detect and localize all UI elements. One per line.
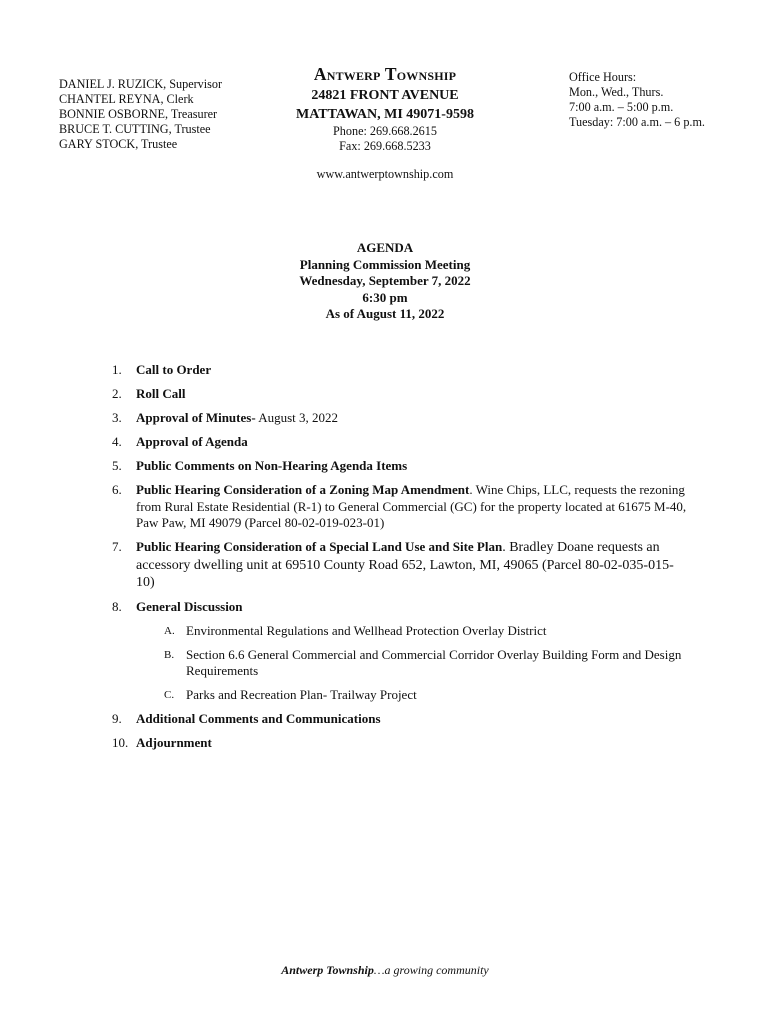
footer-tagline bbox=[0, 963, 770, 978]
address-city: MATTAWAN, MI 49071-9598 bbox=[296, 107, 474, 122]
office-hours-line: Mon., Wed., Thurs. bbox=[569, 85, 664, 99]
item-number: 4. bbox=[112, 434, 122, 449]
fax-number: Fax: 269.668.5233 bbox=[339, 139, 431, 153]
meeting-date: Wednesday, September 7, 2022 bbox=[299, 273, 471, 288]
agenda-heading bbox=[235, 240, 535, 323]
meeting-time: 6:30 pm bbox=[362, 289, 408, 305]
footer-township: Antwerp Township bbox=[281, 963, 374, 977]
office-hours bbox=[569, 70, 705, 130]
sub-item-letter: A. bbox=[164, 624, 175, 637]
official-name: BRUCE T. CUTTING, Trustee bbox=[59, 122, 211, 136]
item-number: 1. bbox=[112, 362, 122, 377]
address-street: 24821 FRONT AVENUE bbox=[311, 88, 459, 103]
office-hours-line: 7:00 a.m. – 5:00 p.m. bbox=[569, 100, 674, 114]
sub-item-text: Parks and Recreation Plan- Trailway Project bbox=[186, 687, 417, 702]
office-hours-line: Tuesday: 7:00 a.m. – 6 p.m. bbox=[569, 115, 705, 129]
item-number: 7. bbox=[112, 539, 122, 554]
sub-item bbox=[164, 647, 692, 680]
item-title: Additional Comments and Communications bbox=[136, 711, 381, 726]
township-name: Antwerp Township bbox=[313, 64, 457, 84]
website: www.antwerptownship.com bbox=[316, 167, 454, 181]
official-name: DANIEL J. RUZICK, Supervisor bbox=[59, 77, 223, 91]
item-detail: August 3, 2022 bbox=[255, 410, 338, 425]
item-number: 9. bbox=[112, 711, 122, 726]
as-of-date: As of August 11, 2022 bbox=[325, 306, 445, 321]
item-title: Approval of Agenda bbox=[136, 434, 248, 449]
agenda-item bbox=[112, 711, 692, 728]
agenda-item bbox=[112, 434, 692, 451]
meeting-name: Planning Commission Meeting bbox=[299, 256, 471, 272]
item-title: Call to Order bbox=[136, 362, 212, 377]
phone-number: Phone: 269.668.2615 bbox=[333, 124, 437, 138]
sub-item-text: Environmental Regulations and Wellhead Protection Overlay District bbox=[186, 622, 547, 638]
item-title: General Discussion bbox=[136, 599, 243, 614]
sub-item-letter: C. bbox=[164, 689, 175, 701]
agenda-item bbox=[112, 458, 692, 475]
footer-slogan: …a growing community bbox=[373, 963, 489, 977]
item-number: 5. bbox=[112, 458, 122, 473]
agenda-title: AGENDA bbox=[356, 240, 414, 255]
item-detail: . Wine Chips, LLC, requests the rezoning from Rural Estate Residential (R-1) to General Commercial (GC) for the property located at 61675 M-40, Paw Paw, MI 49079 (Parcel 80-02-019-023-01) bbox=[136, 482, 687, 530]
item-number: 3. bbox=[112, 410, 122, 425]
sub-item-letter: B. bbox=[164, 648, 175, 661]
item-title: Approval of Minutes- bbox=[136, 410, 256, 425]
officials-list bbox=[59, 77, 222, 152]
item-title: Public Hearing Consideration of a Zoning Map Amendment bbox=[136, 482, 470, 497]
agenda-item bbox=[112, 482, 692, 532]
official-name: GARY STOCK, Trustee bbox=[59, 137, 178, 151]
agenda-item bbox=[112, 539, 692, 592]
sub-items bbox=[112, 623, 692, 704]
agenda-items bbox=[112, 362, 692, 759]
letterhead bbox=[265, 62, 505, 154]
item-title: Public Comments on Non-Hearing Agenda Items bbox=[136, 458, 408, 473]
office-hours-line: Office Hours: bbox=[569, 70, 637, 84]
agenda-item bbox=[112, 735, 692, 752]
item-title: Roll Call bbox=[136, 386, 186, 401]
official-name: CHANTEL REYNA, Clerk bbox=[59, 92, 194, 106]
item-number: 2. bbox=[112, 386, 122, 401]
item-title: Adjournment bbox=[136, 735, 212, 750]
item-detail: . Bradley Doane requests an accessory dwelling unit at 69510 County Road 652, Lawton, MI, 49065 (Parcel 80-02-035-015-10) bbox=[136, 540, 674, 590]
item-number: 6. bbox=[112, 482, 122, 497]
sub-item-text: Section 6.6 General Commercial and Commercial Corridor Overlay Building Form and Design Requirements bbox=[186, 646, 682, 678]
agenda-item bbox=[112, 362, 692, 379]
agenda-item bbox=[112, 386, 692, 403]
item-number: 10. bbox=[112, 735, 129, 750]
agenda-item bbox=[112, 599, 692, 616]
sub-item bbox=[164, 623, 692, 640]
agenda-item bbox=[112, 410, 692, 427]
official-name: BONNIE OSBORNE, Treasurer bbox=[59, 107, 218, 121]
item-number: 8. bbox=[112, 599, 122, 614]
sub-item bbox=[164, 687, 692, 704]
item-title: Public Hearing Consideration of a Special Land Use and Site Plan bbox=[136, 539, 503, 554]
